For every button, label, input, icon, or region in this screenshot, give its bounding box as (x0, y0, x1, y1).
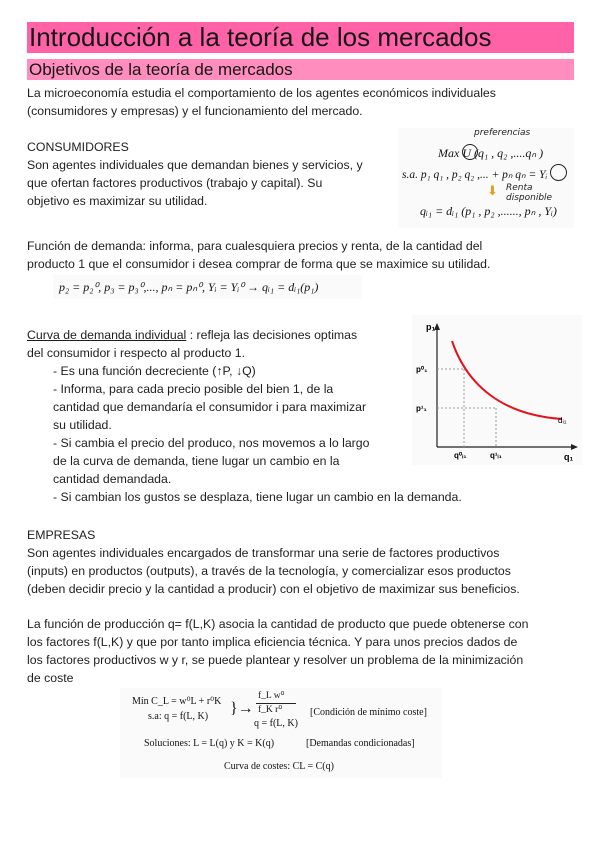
x-axis-label: q₁ (564, 452, 574, 462)
curva-bullets: - Es una función decreciente (↑P, ↓Q) - Informa, para cada precio posible del bien 1, de la cantidad que demandaría el consumidor i para maximizar su utilidad. - Si cambia el precio del produco, nos movemos a lo largo de la curva de demanda, tiene lugar un cambio en la cantidad demandada. - Si cambian los gustos se desplaza, tiene lugar un cambio en la demanda. (53, 364, 462, 504)
q1-label: q¹ᵢ₁ (490, 451, 502, 460)
p1-label: p¹₁ (416, 404, 427, 413)
consumidores-heading: CONSUMIDORES (27, 140, 129, 154)
utility-equations: Max U (q₁ , q₂ ,....qₙ ) preferencias s.a. p₁ q₁ , p₂ q₂ ,... + pₙ qₙ = Yᵢ ⬇ Renta disponible qᵢ₁ = dᵢ₁ (p₁ , p₂ ,......, pₙ , Yᵢ) (398, 128, 574, 228)
p0-label: p⁰₁ (416, 365, 428, 374)
funcion-demanda-equation: p₂ = p₂⁰, p₃ = p₃⁰,..., pₙ = pₙ⁰, Yᵢ = Yᵢ⁰ → qᵢ₁ = dᵢ₁(p₁) (53, 275, 362, 299)
section-title: Objetivos de la teoría de mercados (27, 59, 574, 80)
curva-block: Curva de demanda individual : refleja las decisiones optimas del consumidor i respecto al producto 1. (27, 328, 358, 360)
demand-curve-graph (412, 315, 582, 465)
empresas-heading: EMPRESAS (27, 528, 96, 542)
empresas-block: EMPRESAS Son agentes individuales encargados de transformar una serie de factores productivos (inputs) en productos (outputs), a través de la tecnología, y comercializar esos productos (deben decidir precio y la cantidad a producir) con el objetivo de maximizar sus beneficios. (27, 528, 520, 596)
produccion-paragraph: La función de producción q= f(L,K) asocia la cantidad de producto que puede obtenerse con los factores f(L,K) y que por tanto implica eficiencia técnica. Y para unos precios dados de los factores productivos w y r, se puede plantear y resolver un problema de la minimización de coste (27, 617, 529, 685)
curve-label: dᵢ₁ (558, 416, 567, 425)
page-title: Introducción a la teoría de los mercados (27, 22, 574, 53)
funcion-demanda-text: Función de demanda: informa, para cualesquiera precios y renta, de la cantidad del producto 1 que el consumidor i desea comprar de forma que se maximice su utilidad. (27, 239, 491, 271)
consumidores-block: CONSUMIDORES Son agentes individuales que demandan bienes y servicios, y que ofertan factores productivos (trabajo y capital). Su objetivo es maximizar su utilidad. (27, 140, 363, 208)
y-axis-label: p₁ (426, 322, 436, 332)
cost-minimization-box: Mín C_L = w⁰L + r⁰K s.a: q = f(L, K) }→ f_L w⁰ f_K r⁰ q = f(L, K) [Condición de mínimo coste] Soluciones: L = L(q) y K = K(q) [Demandas condicionadas] Curva de costes: CL = C(q) (120, 688, 442, 778)
q0-label: q⁰ᵢ₁ (454, 451, 467, 460)
intro-paragraph: La microeconomía estudia el comportamiento de los agentes económicos individuales (consumidores y empresas) y el funcionamiento del mercado. (27, 86, 496, 118)
